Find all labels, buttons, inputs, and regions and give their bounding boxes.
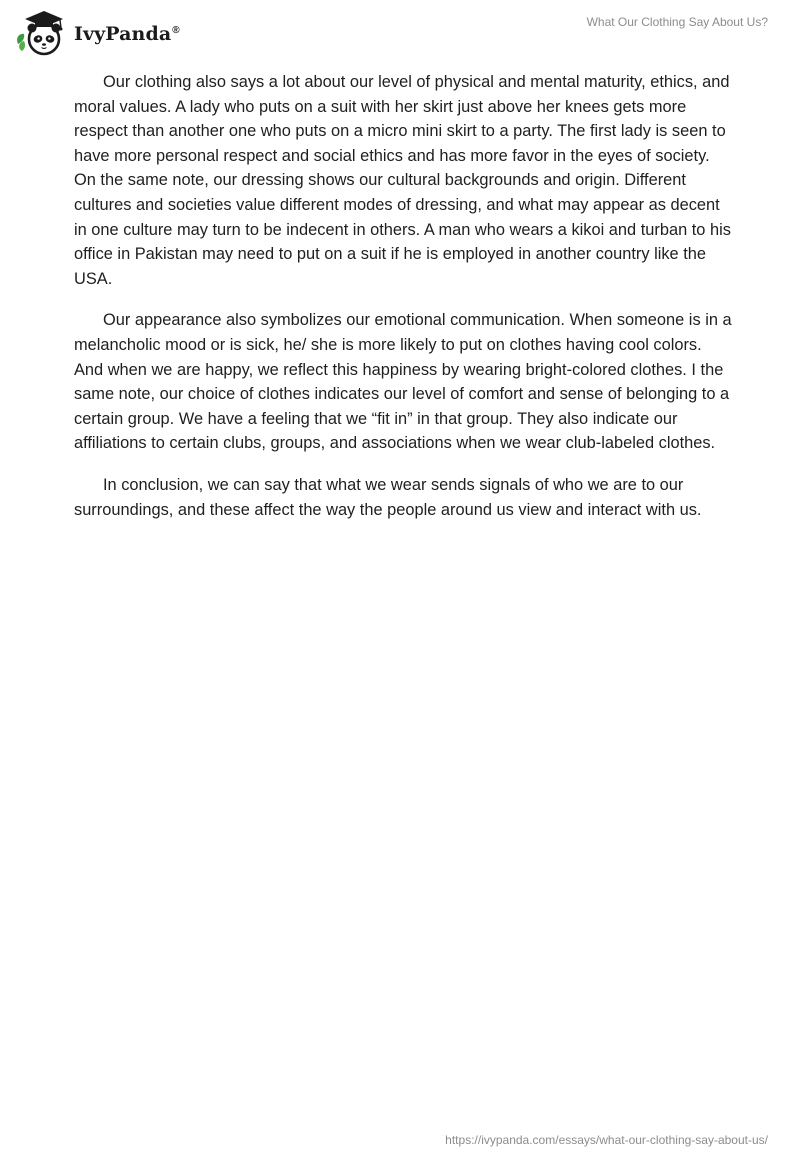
paragraph: Our appearance also symbolizes our emotional communication. When someone is in a melancholic mood or is sick, he/ she is more likely to put on clothes having cool colors. And when we are happy, we reflect this happiness by wearing bright-colored clothes. I the same note, our choice of clothes indicates our level of comfort and sense of belonging to a certain group. We have a feeling that we “fit in” in that group. They also indicate our affiliations to certain clubs, groups, and associations when we wear club-labeled clothes.	[74, 311, 732, 453]
source-url[interactable]: https://ivypanda.com/essays/what-our-clothing-say-about-us/	[445, 1133, 768, 1147]
paragraph: Our clothing also says a lot about our level of physical and mental maturity, ethics, and moral values. A lady who puts on a suit with her skirt just above her knees gets more respect than another one who puts on a micro mini skirt to a party. The first lady is seen to have more personal respect and social ethics and has more favor in the eyes of society. On the same note, our dressing shows our cultural backgrounds and origin. Different cultures and societies value different modes of dressing, and what may appear as decent in one culture may turn to be indecent in others. A man who wears a kikoi and turban to his office in Pakistan may need to put on a suit if he is employed in another country like the USA.	[74, 73, 731, 288]
registered-mark: ®	[172, 24, 180, 36]
page-header	[0, 0, 800, 70]
paragraph: In conclusion, we can say that what we wear sends signals of who we are to our surroundings, and these affect the way the people around us view and interact with us.	[74, 475, 702, 519]
logo-name: IvyPanda	[74, 23, 172, 45]
document-title: What Our Clothing Say About Us?	[586, 15, 768, 29]
ivypanda-logo[interactable]	[14, 8, 180, 58]
logo-wordmark	[74, 23, 180, 45]
panda-graduate-icon	[14, 8, 72, 58]
essay-body	[74, 70, 734, 539]
